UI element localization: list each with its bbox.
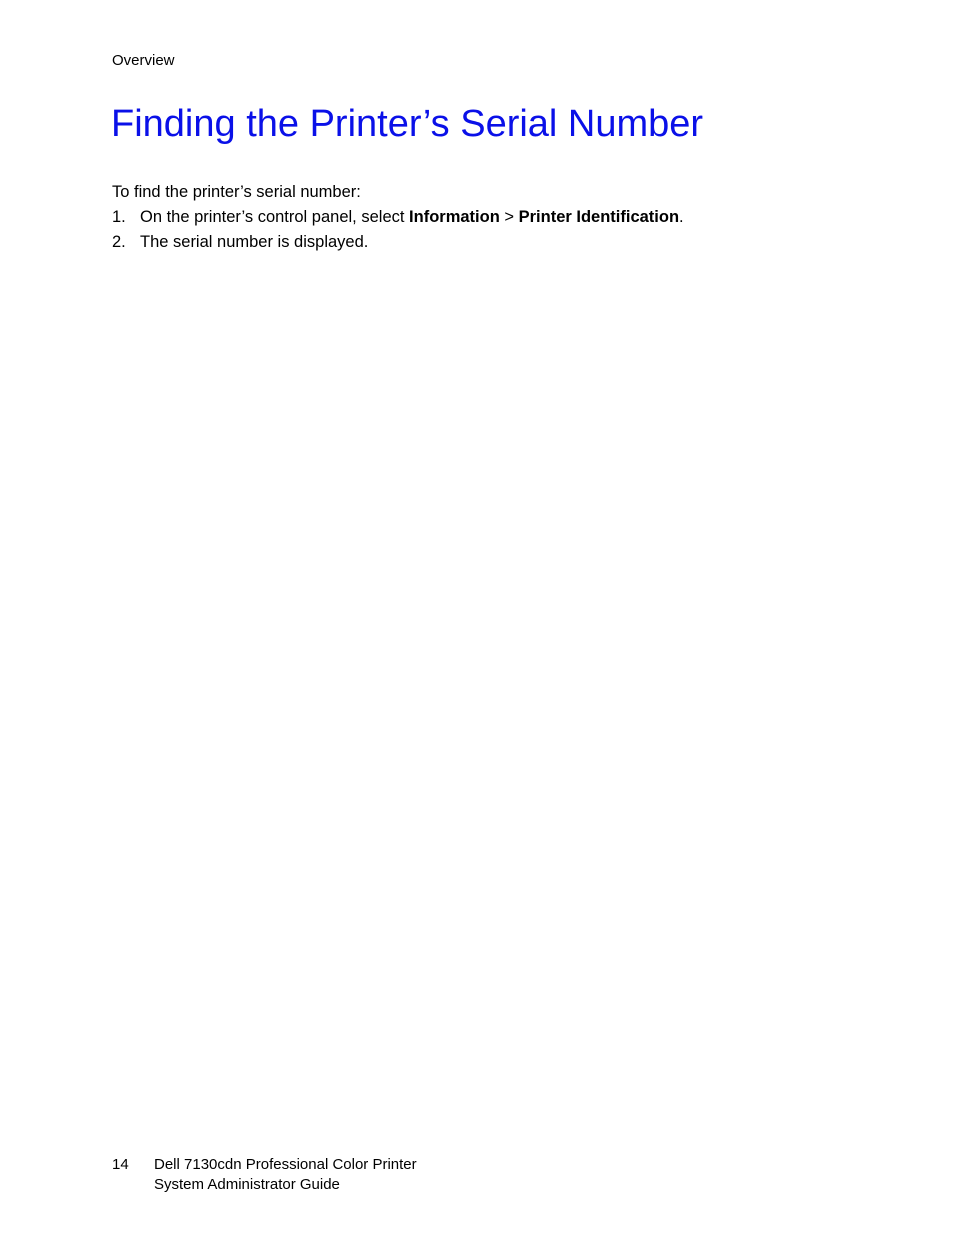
menu-item-printer-identification: Printer Identification [518,208,680,226]
step-text: The serial number is displayed. [140,233,369,251]
page-title: Finding the Printer’s Serial Number [111,103,704,145]
running-header: Overview [112,52,175,69]
intro-paragraph: To find the printer’s serial number: [112,183,361,201]
step-2 [112,232,684,257]
footer-product-line: Dell 7130cdn Professional Color Printer [154,1156,417,1173]
step-text-after: . [679,208,684,226]
footer-page-number: 14 [112,1156,129,1173]
step-text-before: On the printer’s control panel, select [140,208,410,226]
footer-guide-title: System Administrator Guide [154,1175,340,1193]
step-number: 1. [112,208,126,226]
step-1 [112,207,684,232]
step-text [140,207,684,232]
steps-list [112,207,684,257]
footer-doc-title [154,1155,417,1194]
step-number: 2. [112,233,126,251]
menu-separator: > [499,208,519,226]
menu-item-information: Information [409,208,500,226]
